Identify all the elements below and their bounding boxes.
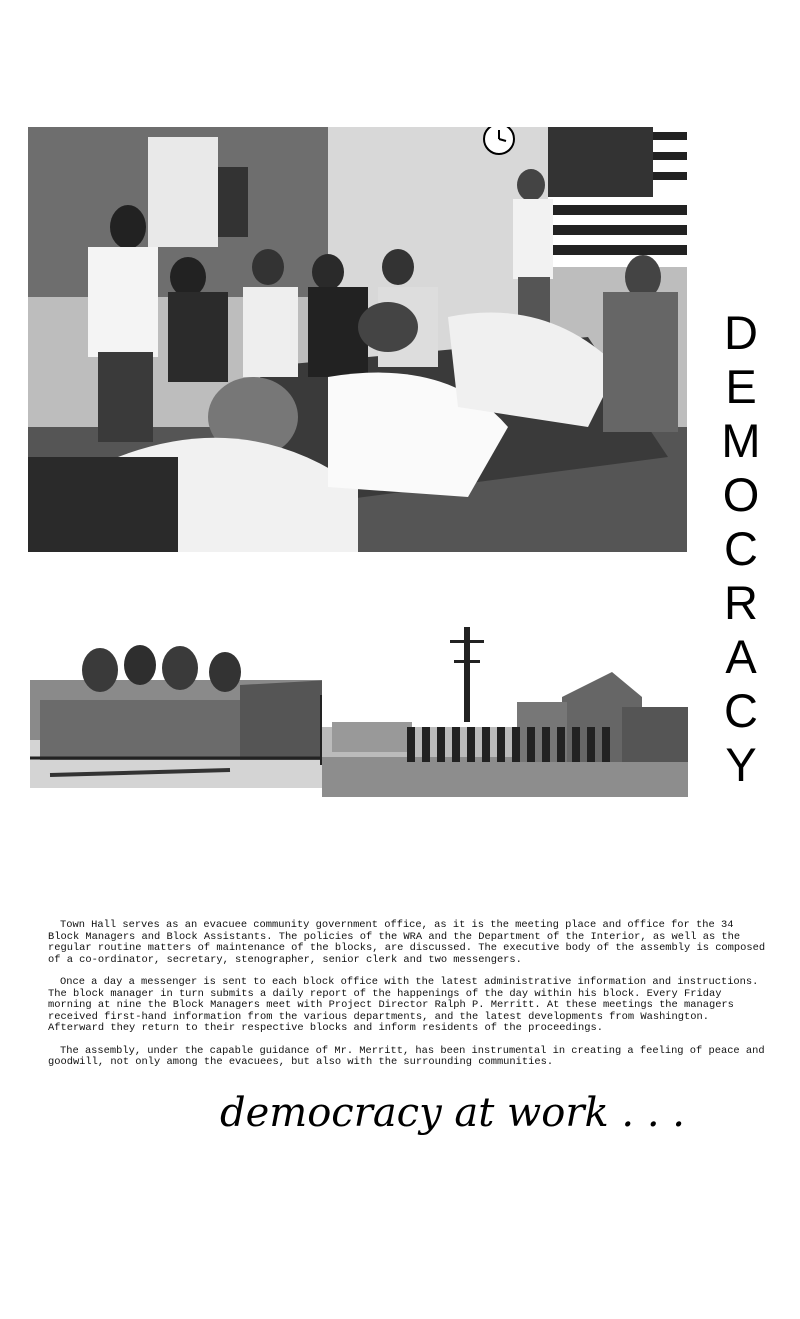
title-letter: Y bbox=[725, 738, 757, 791]
paragraph-messenger: Once a day a messenger is sent to each block office with the latest administrative information and instructions. The block manager in turn submits a daily report of the happenings of the day within his block. Every Friday morning at nine the Block Managers meet with Project Director Ralph P. Merritt. At these meetings the managers received first-hand information from the various departments, and the latest developments from Washington. Afterward they return to their respective blocks and inform residents of the proceedings. bbox=[48, 976, 759, 1034]
title-letter: D bbox=[724, 306, 758, 359]
right-street-photo bbox=[322, 622, 688, 797]
right-street-photo-graphic bbox=[322, 622, 688, 797]
title-letter: C bbox=[724, 522, 758, 575]
meeting-photo-graphic bbox=[28, 127, 687, 552]
article-body bbox=[48, 920, 768, 1080]
flag-icon bbox=[548, 127, 687, 267]
left-street-photo bbox=[30, 640, 346, 788]
title-letter: O bbox=[722, 468, 760, 521]
title-letter: E bbox=[725, 360, 757, 413]
democracy-vertical-title bbox=[712, 306, 770, 792]
title-letter: R bbox=[724, 576, 758, 629]
paragraph-assembly: The assembly, under the capable guidance of Mr. Merritt, has been instrumental in creating a feeling of peace and goodwill, not only among the evacuees, but also with the surrounding communities. bbox=[48, 1044, 765, 1068]
title-letter: A bbox=[725, 630, 757, 683]
tagline: democracy at work . . . bbox=[220, 1090, 685, 1136]
meeting-photo bbox=[28, 127, 687, 552]
paragraph-town-hall: Town Hall serves as an evacuee community government office, as it is the meeting place and office for the 34 Block Managers and Block Assistants. The policies of the WRA and the Department of the Interior, as well as the regular routine matters of maintenance of the blocks, are discussed. The executive body of the assembly is composed of a co-ordinator, secretary, stenographer, senior clerk and two messengers. bbox=[48, 919, 766, 966]
title-letter: C bbox=[724, 684, 758, 737]
title-letter: M bbox=[721, 414, 761, 467]
left-street-photo-graphic bbox=[30, 640, 346, 788]
